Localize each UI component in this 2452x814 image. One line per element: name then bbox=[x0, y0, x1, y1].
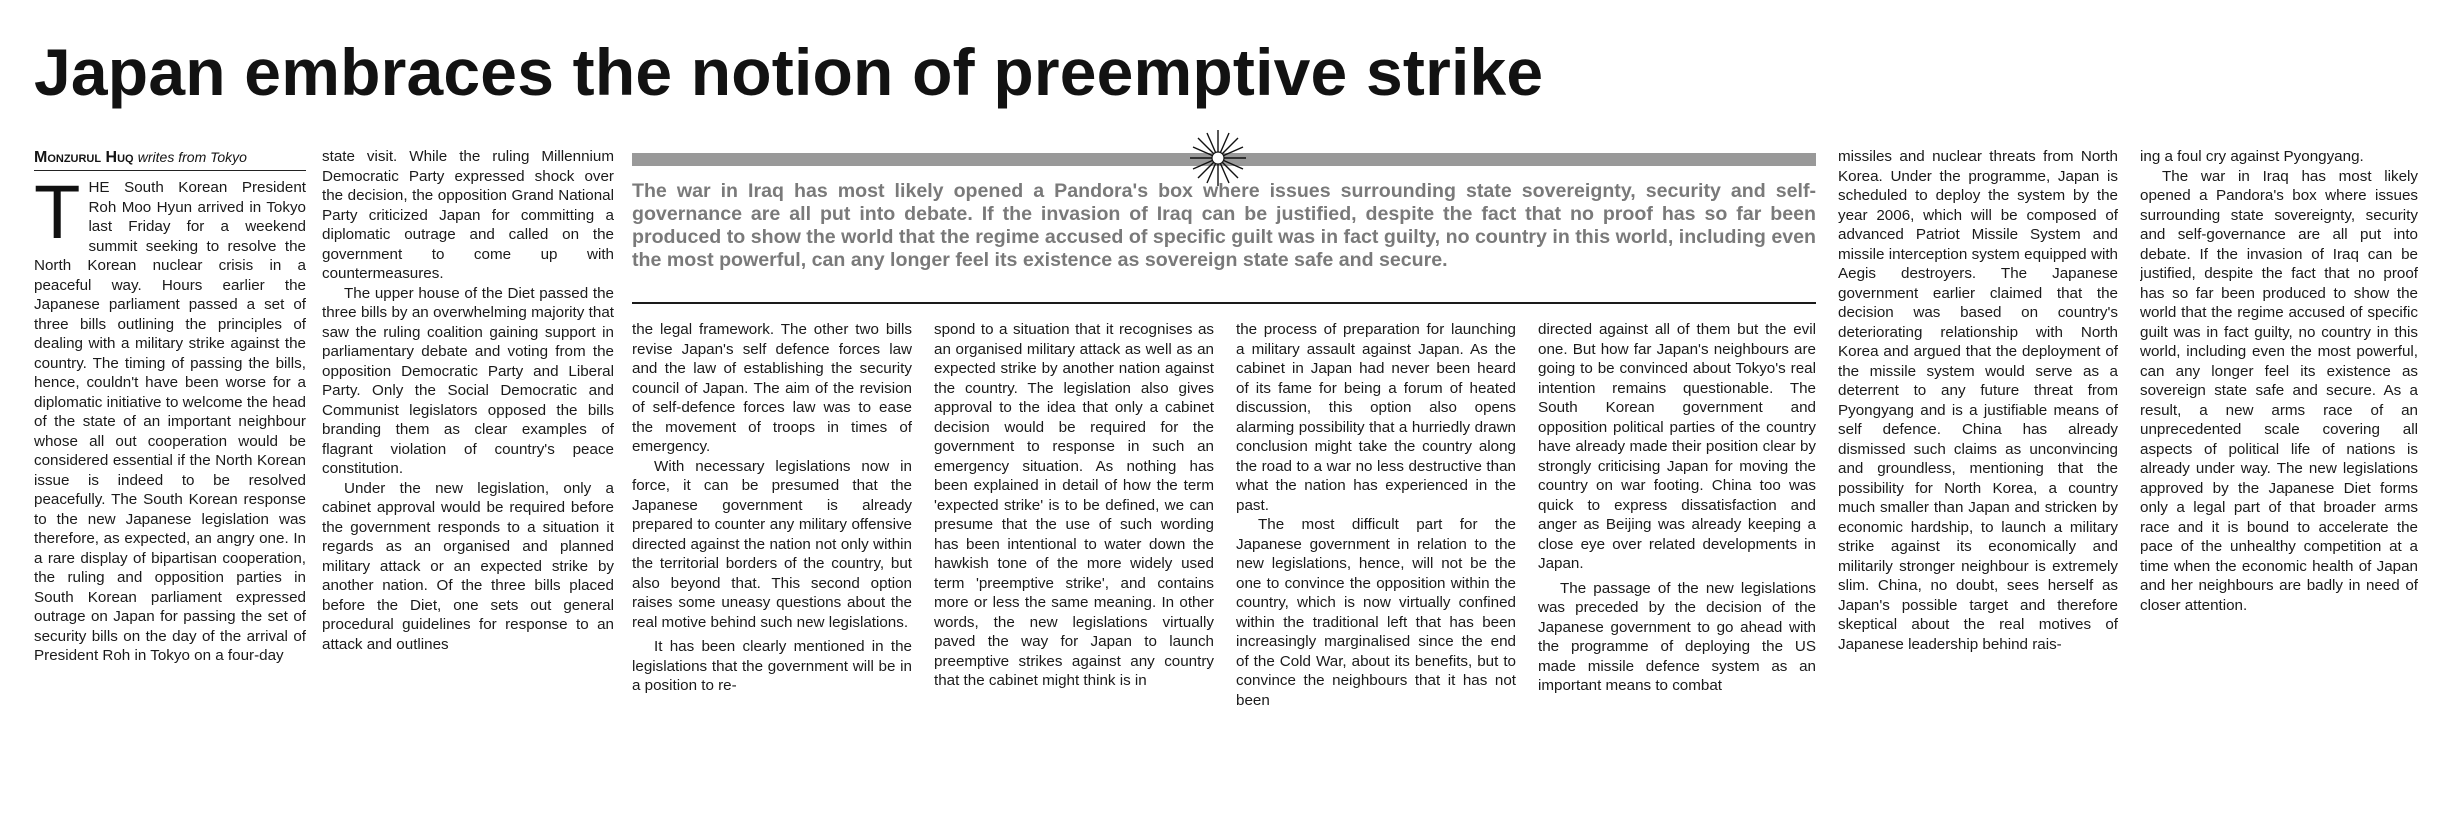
paragraph: directed against all of them but the evil one. But how far Japan's neighbours are going to be convinced about Tokyo's real intention remains questionable. The South Korean government and opposition political parties of the country have already made their position clear by strongly criticising Japan for moving the country on war footing. China too was quick to express dissatisfaction and anger as Beijing was already keeping a close eye over related developments in Japan. bbox=[1538, 321, 1816, 572]
paragraph: Under the new legislation, only a cabinet approval would be required before the government responds to a situation it regards as an organised and planned military attack or an expected strike by another nation. Of the three bills placed before the Diet, one sets out general procedural guidelines for response to an attack and outlines bbox=[322, 479, 614, 653]
paragraph bbox=[34, 178, 306, 666]
paragraph: missiles and nuclear threats from North Korea. Under the programme, Japan is scheduled to deploy the system by the year 2006, which will be composed of advanced Patriot Missile System and missile interception system equipped with Aegis destroyers. The Japanese government earlier claimed that the decision was based on country's deteriorating relationship with North Korea and argued that the deployment of the missile system would serve as a deterrent to any future threat from Pyongyang and is a justifiable means of self defence. China has already dismissed such claims as unconvincing and groundless, mentioning that the possibility for North Korea, a country much smaller than Japan and stricken by economic hardship, to launch a military strike against its economically and militarily stronger neighbour is extremely slim. China, no doubt, sees herself as Japan's possible target and therefore skeptical about the real motives of Japanese leadership behind rais- bbox=[1838, 148, 2118, 653]
article-column-5 bbox=[1236, 320, 1516, 814]
headline: Japan embraces the notion of preemptive strike bbox=[34, 35, 1544, 109]
starburst-icon bbox=[1188, 128, 1248, 188]
paragraph-text: HE South Korean President Roh Moo Hyun arrived in Tokyo last Friday for a weekend summit seeking to resolve the North Korean nuclear crisis in a peaceful way. Hours earlier the Japanese parliament passed a set of three bills outlining the principles of dealing with a military strike against the country. The timing of passing the bills, hence, couldn't have been worse for a diplomatic initiative to welcome the head of the state of an important neighbour whose all out cooperation would be considered essential if the North Korean issue is indeed to be resolved peacefully. The South Korean response to the new Japanese legislation was therefore, as expected, an angry one. In a rare display of bipartisan cooperation, the ruling and opposition parties in South Korean parliament expressed outrage on Japan for passing the set of security bills on the day of the arrival of President Roh in Tokyo on a four-day bbox=[34, 179, 306, 664]
article-column-4 bbox=[934, 320, 1214, 814]
paragraph: The war in Iraq has most likely opened a Pandora's box where issues surrounding state sovereignty, security and self-governance are all put into debate. If the invasion of Iraq can be justified, despite the fact that no proof has so far been produced to show the world that the regime accused of specific guilt was in fact guilty, no country in this world, including even the most powerful, can any longer feel its existence as sovereign state safe and secure. As a result, a new arms race of an unprecedented scale covering all aspects of political life of nations is already under way. The new legislations approved by the Japanese Diet forms only a legal part of that broader arms race and it is bound to accelerate the pace of the unhealthy competition at a time when the economic health of Japan and her neighbours are badly in need of closer attention. bbox=[2140, 167, 2418, 614]
paragraph: The upper house of the Diet passed the three bills by an overwhelming majority that saw the ruling coalition gaining support in parliamentary debate and voting from the opposition Democratic Party and Liberal Party. Only the Social Democratic and Communist legislators opposed the bills branding them as clear examples of flagrant violation of country's peace constitution. bbox=[322, 284, 614, 477]
byline-location: writes from Tokyo bbox=[137, 149, 247, 165]
paragraph: the legal framework. The other two bills revise Japan's self defence forces law and the law of establishing the security council of Japan. The aim of the revision of self-defence forces law was to ease the movement of troops in times of emergency. bbox=[632, 321, 912, 455]
paragraph: It has been clearly mentioned in the legislations that the government will be in a position to re- bbox=[632, 638, 912, 694]
article-column-8 bbox=[2140, 147, 2418, 814]
byline bbox=[34, 147, 306, 171]
pull-quote-rule bbox=[632, 302, 1816, 304]
paragraph: spond to a situation that it recognises as an organised military attack as well as an expected strike by another nation against the country. The legislation also gives approval to the idea that only a cabinet decision would be required for the government to response in such an emergency situation. As nothing has been explained in detail of how the term 'expected strike' is to be defined, we can presume that the use of such wording has been intentional to water down the hawkish tone of the more widely used term 'preemptive strike', and contains more or less the same meaning. In other words, the new legislations virtually paved the way for Japan to launch preemptive strikes against any country that the cabinet might think is in bbox=[934, 321, 1214, 689]
byline-author: Monzurul Huq bbox=[34, 149, 134, 166]
article-column-2 bbox=[322, 147, 614, 814]
article-column-1 bbox=[34, 178, 306, 814]
article-column-3 bbox=[632, 320, 912, 814]
pull-quote: The war in Iraq has most likely opened a Pandora's box where issues surrounding state sovereignty, security and self-governance are all put into debate. If the invasion of Iraq can be justified, despite the fact that no proof has so far been produced to show the world that the regime accused of specific guilt was in fact guilty, no country in this world, including even the most powerful, can any longer feel its existence as sovereign state safe and secure. bbox=[632, 180, 1816, 271]
paragraph: The passage of the new legislations was preceded by the decision of the Japanese government to go ahead with the programme of deploying the US made missile defence system as an important means to combat bbox=[1538, 579, 1816, 694]
paragraph: The most difficult part for the Japanese government in relation to the new legislations, hence, will not be the one to convince the opposition within the country, which is now virtually confined within the traditional left that has been increasingly marginalised since the end of the Cold War, about its benefits, but to convince the neighbours that it has not been bbox=[1236, 516, 1516, 709]
paragraph: state visit. While the ruling Millennium Democratic Party expressed shock over the decision, the opposition Grand National Party criticized Japan for committing a diplomatic outrage and called on the government to come up with countermeasures. bbox=[322, 148, 614, 282]
article-column-7 bbox=[1838, 147, 2118, 814]
article-column-6 bbox=[1538, 320, 1816, 814]
paragraph: ing a foul cry against Pyongyang. bbox=[2140, 148, 2364, 165]
drop-cap: T bbox=[34, 178, 81, 255]
paragraph: With necessary legislations now in force, it can be presumed that the Japanese government is already prepared to counter any military offensive directed against the nation not only within the territorial borders of the country, but also beyond that. This second option raises some uneasy questions about the real motive behind such new legislations. bbox=[632, 457, 912, 631]
paragraph: the process of preparation for launching a military assault against Japan. As the cabinet in Japan had never been heard of its fame for being a forum of heated discussion, this option also opens alarming possibility that a hurriedly drawn conclusion might take the country along the road to a war no less destructive than what the nation has experienced in the past. bbox=[1236, 321, 1516, 514]
